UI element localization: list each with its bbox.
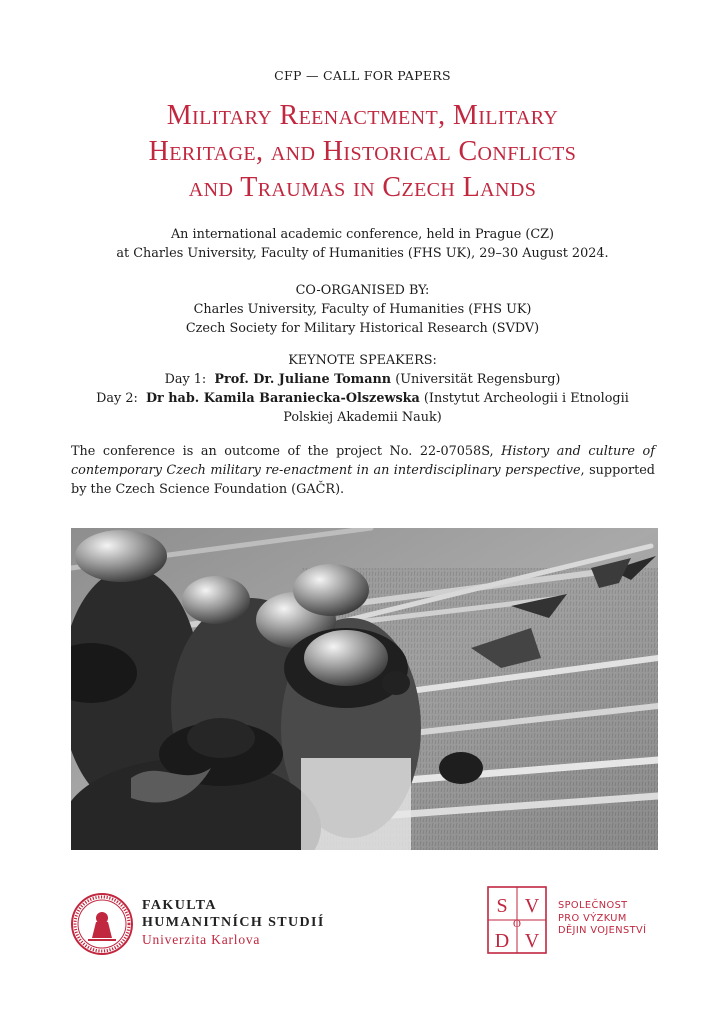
svdv-letter-v1: V — [524, 895, 540, 917]
fhs-line-3: Univerzita Karlova — [142, 932, 261, 947]
fhs-line-1: FAKULTA — [142, 898, 217, 913]
reenactment-photo — [71, 528, 658, 850]
svdv-line-2: PRO VÝZKUM — [558, 912, 627, 924]
svdv-letter-s: S — [496, 895, 508, 917]
keynote-day-2 — [0, 389, 725, 408]
project-title: History and culture of contemporary Czech military re-enactment in an interdisciplinary perspective — [71, 444, 655, 478]
conference-line-1: An international academic conference, held in Prague (CZ) — [170, 227, 555, 242]
organiser-fhs: Charles University, Faculty of Humanities (FHS UK) — [193, 302, 532, 317]
fhs-line-2: HUMANITNÍCH STUDIÍ — [142, 915, 325, 930]
svdv-letter-v2: V — [524, 930, 540, 952]
day2-label: Day 2: — [96, 391, 138, 406]
day1-affiliation: (Universität Regensburg) — [395, 372, 561, 387]
svdv-letter-d: D — [494, 930, 510, 952]
organisers-heading: CO-ORGANISED BY: — [295, 283, 430, 298]
keynotes-heading: KEYNOTE SPEAKERS: — [288, 353, 437, 368]
fhs-seal-icon — [70, 892, 134, 956]
day2-speaker: Dr hab. Kamila Baraniecka-Olszewska — [145, 391, 420, 406]
svdv-letter-o: O — [513, 918, 521, 930]
project-suffix: , supported by the Czech Science Foundation (GAČR). — [71, 463, 655, 497]
organisers — [0, 281, 725, 338]
page-title — [0, 98, 725, 206]
day1-label: Day 1: — [164, 372, 207, 387]
project-note — [71, 442, 655, 499]
project-prefix: The conference is an outcome of the project No. 22-07058S, — [71, 444, 502, 459]
organiser-svdv: Czech Society for Military Historical Research (SVDV) — [185, 321, 540, 336]
svdv-line-1: SPOLEČNOST — [558, 900, 628, 911]
day1-speaker: Prof. Dr. Juliane Tomann — [214, 372, 392, 387]
day2-affiliation-b: Polskiej Akademii Nauk) — [283, 410, 442, 425]
svdv-logo — [487, 886, 687, 956]
conference-line-2: at Charles University, Faculty of Humanities (FHS UK), 29–30 August 2024. — [116, 246, 609, 261]
keynotes — [0, 351, 725, 427]
day2-affiliation-a: (Instytut Archeologii i Etnologii — [423, 391, 629, 406]
conference-info — [0, 225, 725, 263]
keynote-day-1 — [0, 370, 725, 389]
title-line-1: Military Reenactment, Military — [166, 100, 559, 131]
title-line-3: and Traumas in Czech Lands — [188, 172, 537, 203]
title-line-2: Heritage, and Historical Conflicts — [148, 136, 577, 167]
svdv-line-3: DĚJIN VOJENSTVÍ — [558, 925, 647, 936]
kicker: CFP — CALL FOR PAPERS — [274, 68, 451, 83]
fhs-logo — [70, 892, 330, 958]
svdv-monogram-icon — [487, 886, 547, 954]
